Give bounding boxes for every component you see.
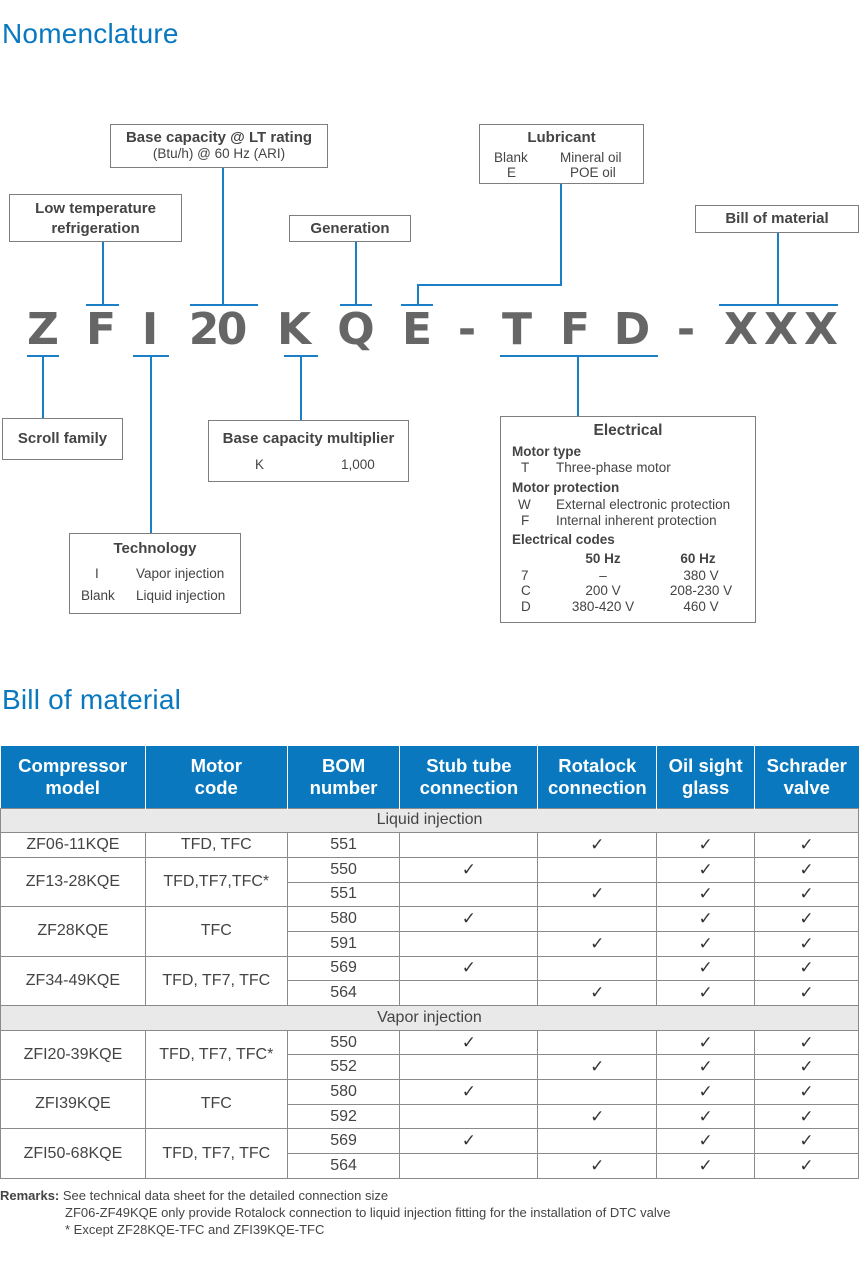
motor-cell: TFC <box>145 1080 287 1129</box>
section-row-vapor <box>1 1006 859 1031</box>
oil-check: ✓ <box>657 907 755 932</box>
bom-cell: 550 <box>287 1030 400 1055</box>
table-row <box>1 857 859 882</box>
electrical-title: Electrical <box>593 422 663 439</box>
code-letter: Z <box>27 304 59 355</box>
bom-cell: 552 <box>287 1055 400 1080</box>
rotalock-cell <box>538 907 657 932</box>
rotalock-check: ✓ <box>538 931 657 956</box>
generation-box <box>289 215 411 242</box>
elec-code-3: D <box>521 599 531 614</box>
schrader-check: ✓ <box>755 1080 859 1105</box>
header-text: Schrader <box>766 754 847 776</box>
code-letter: - <box>457 304 477 355</box>
model-cell: ZF06-11KQE <box>1 833 146 858</box>
generation-title: Generation <box>310 220 390 237</box>
col-50hz: 50 Hz <box>585 551 621 566</box>
lubricant-code-1: Blank <box>494 150 528 165</box>
bill-of-material-box <box>695 205 859 233</box>
stub-check: ✓ <box>400 1129 538 1154</box>
schrader-check: ✓ <box>755 1154 859 1179</box>
code-letter: D <box>613 304 651 355</box>
oil-check: ✓ <box>657 857 755 882</box>
motor-protection-code-1: W <box>518 497 531 512</box>
model-cell: ZF13-28KQE <box>1 857 146 906</box>
stub-check: ✓ <box>400 857 538 882</box>
schrader-check: ✓ <box>755 956 859 981</box>
oil-check: ✓ <box>657 931 755 956</box>
bom-cell: 551 <box>287 882 400 907</box>
elec-code-2: C <box>521 583 531 598</box>
motor-type-desc: Three-phase motor <box>556 460 671 475</box>
table-row <box>1 1129 859 1154</box>
bom-table <box>0 746 859 1179</box>
technology-code-1: I <box>95 566 99 581</box>
table-row <box>1 833 859 858</box>
technology-code-2: Blank <box>81 588 115 603</box>
rotalock-check: ✓ <box>538 1154 657 1179</box>
elec-60-3: 460 V <box>683 599 719 614</box>
multiplier-value: 1,000 <box>341 457 375 472</box>
bom-cell: 569 <box>287 956 400 981</box>
header-text: Oil sight <box>668 754 743 776</box>
remarks-line-2: ZF06-ZF49KQE only provide Rotalock connection to liquid injection fitting for the installation of DTC valve <box>65 1205 671 1220</box>
rotalock-check: ✓ <box>538 1104 657 1129</box>
connector-electrical <box>577 355 579 416</box>
connector-generation <box>355 242 357 305</box>
low-temp-title-1: Low temperature <box>35 200 156 217</box>
schrader-check: ✓ <box>755 931 859 956</box>
connector-lubricant-v1 <box>560 184 562 285</box>
table-row <box>1 1030 859 1055</box>
remarks-line-1 <box>0 1187 671 1204</box>
lubricant-box <box>479 124 644 184</box>
stub-cell <box>400 931 538 956</box>
code-letter: I <box>141 304 159 355</box>
technology-box <box>69 533 241 614</box>
rotalock-check: ✓ <box>538 833 657 858</box>
scroll-family-box <box>2 418 123 460</box>
technology-desc-2: Liquid injection <box>136 588 226 603</box>
motor-cell: TFD, TF7, TFC <box>145 1129 287 1178</box>
model-cell: ZFI50-68KQE <box>1 1129 146 1178</box>
header-schrader <box>755 746 859 808</box>
header-stub-tube <box>400 746 538 808</box>
motor-cell: TFD, TFC <box>145 833 287 858</box>
header-text: Stub tube <box>426 754 512 776</box>
oil-check: ✓ <box>657 956 755 981</box>
oil-check: ✓ <box>657 882 755 907</box>
model-cell: ZFI39KQE <box>1 1080 146 1129</box>
elec-code-1: 7 <box>521 568 529 583</box>
lubricant-title: Lubricant <box>527 129 596 146</box>
code-letter: X <box>724 304 758 355</box>
bom-cell: 551 <box>287 833 400 858</box>
stub-check: ✓ <box>400 956 538 981</box>
elec-50-3: 380-420 V <box>571 599 635 614</box>
connector-base-capacity <box>222 168 224 305</box>
header-text: valve <box>783 776 830 798</box>
model-cell: ZFI20-39KQE <box>1 1030 146 1079</box>
connector-multiplier <box>300 355 302 420</box>
motor-cell: TFD,TF7,TFC* <box>145 857 287 906</box>
bill-of-material-heading: Bill of material <box>2 684 182 715</box>
bom-cell: 580 <box>287 1080 400 1105</box>
header-text: connection <box>419 776 519 798</box>
table-row <box>1 907 859 932</box>
header-text: number <box>309 776 378 798</box>
motor-protection-label: Motor protection <box>512 480 620 495</box>
oil-check: ✓ <box>657 1030 755 1055</box>
table-row <box>1 956 859 981</box>
rotalock-cell <box>538 1080 657 1105</box>
electrical-codes-label: Electrical codes <box>512 532 615 547</box>
stub-check: ✓ <box>400 1030 538 1055</box>
rotalock-cell <box>538 1129 657 1154</box>
header-text: connection <box>547 776 647 798</box>
code-letter: X <box>804 304 838 355</box>
code-letter: F <box>559 304 591 355</box>
header-text: BOM <box>321 754 366 776</box>
code-letter: K <box>276 304 312 355</box>
header-text: Motor <box>190 754 242 776</box>
motor-protection-code-2: F <box>521 513 530 528</box>
stub-cell <box>400 1154 538 1179</box>
underline-TFD <box>500 355 658 357</box>
multiplier-code: K <box>255 457 265 472</box>
nomenclature-heading: Nomenclature <box>2 18 179 49</box>
schrader-check: ✓ <box>755 1055 859 1080</box>
oil-check: ✓ <box>657 1104 755 1129</box>
schrader-check: ✓ <box>755 981 859 1006</box>
technology-title: Technology <box>113 540 197 557</box>
section-label: Liquid injection <box>1 808 859 833</box>
rotalock-cell <box>538 956 657 981</box>
connector-technology <box>150 355 152 533</box>
scroll-family-title: Scroll family <box>17 430 108 447</box>
header-text: model <box>45 776 100 798</box>
oil-check: ✓ <box>657 1154 755 1179</box>
motor-cell: TFD, TF7, TFC* <box>145 1030 287 1079</box>
stub-cell <box>400 1055 538 1080</box>
code-letter: 0 <box>216 304 248 355</box>
electrical-box <box>500 416 756 623</box>
remarks-text-1: See technical data sheet for the detailed connection size <box>62 1188 389 1203</box>
header-rotalock <box>538 746 657 808</box>
lubricant-code-2: E <box>507 165 517 180</box>
technology-desc-1: Vapor injection <box>136 566 225 581</box>
low-temp-box <box>9 194 182 242</box>
oil-check: ✓ <box>657 1129 755 1154</box>
elec-50-2: 200 V <box>585 583 621 598</box>
col-60hz: 60 Hz <box>680 551 716 566</box>
header-text: glass <box>681 776 730 798</box>
code-letter: E <box>401 304 433 355</box>
base-capacity-title: Base capacity @ LT rating <box>125 129 313 146</box>
lubricant-desc-1: Mineral oil <box>560 150 622 165</box>
remarks-line-3: * Except ZF28KQE-TFC and ZFI39KQE-TFC <box>65 1222 325 1237</box>
header-text: code <box>194 776 238 798</box>
elec-60-1: 380 V <box>683 568 719 583</box>
stub-cell <box>400 833 538 858</box>
schrader-check: ✓ <box>755 833 859 858</box>
oil-check: ✓ <box>657 833 755 858</box>
motor-protection-desc-1: External electronic protection <box>556 497 731 512</box>
schrader-check: ✓ <box>755 1129 859 1154</box>
stub-cell <box>400 1104 538 1129</box>
motor-type-code: T <box>521 460 530 475</box>
schrader-check: ✓ <box>755 857 859 882</box>
elec-50-1: – <box>599 568 607 583</box>
schrader-check: ✓ <box>755 882 859 907</box>
connector-low-temp <box>102 242 104 305</box>
bom-cell: 580 <box>287 907 400 932</box>
multiplier-title: Base capacity multiplier <box>222 430 395 447</box>
base-capacity-sub: (Btu/h) @ 60 Hz (ARI) <box>152 146 286 161</box>
bill-of-material-title: Bill of material <box>725 210 829 227</box>
motor-protection-desc-2: Internal inherent protection <box>556 513 717 528</box>
multiplier-box <box>208 420 409 482</box>
schrader-check: ✓ <box>755 1104 859 1129</box>
motor-type-label: Motor type <box>512 444 581 459</box>
bom-cell: 591 <box>287 931 400 956</box>
lubricant-desc-2: POE oil <box>570 165 616 180</box>
stub-cell <box>400 981 538 1006</box>
table-header-row <box>1 746 859 808</box>
oil-check: ✓ <box>657 1080 755 1105</box>
code-letter: - <box>676 304 696 355</box>
bom-cell: 564 <box>287 981 400 1006</box>
header-motor-code <box>145 746 287 808</box>
remarks <box>0 1187 671 1238</box>
connector-scroll-family <box>42 355 44 418</box>
header-oil-sight <box>657 746 755 808</box>
stub-cell <box>400 882 538 907</box>
schrader-check: ✓ <box>755 1030 859 1055</box>
remarks-label: Remarks: <box>0 1188 60 1203</box>
rotalock-check: ✓ <box>538 981 657 1006</box>
stub-check: ✓ <box>400 907 538 932</box>
elec-60-2: 208-230 V <box>669 583 733 598</box>
code-letter: Q <box>337 304 375 355</box>
model-cell: ZF34-49KQE <box>1 956 146 1005</box>
code-letter: 2 <box>188 304 220 355</box>
rotalock-cell <box>538 857 657 882</box>
connector-lubricant-h <box>417 284 562 286</box>
bom-cell: 569 <box>287 1129 400 1154</box>
table-row <box>1 1080 859 1105</box>
code-letter: F <box>85 304 117 355</box>
rotalock-check: ✓ <box>538 1055 657 1080</box>
low-temp-title-2: refrigeration <box>51 220 140 237</box>
schrader-check: ✓ <box>755 907 859 932</box>
connector-lubricant-v2 <box>417 284 419 305</box>
code-letter: X <box>764 304 798 355</box>
header-bom-number <box>287 746 400 808</box>
oil-check: ✓ <box>657 1055 755 1080</box>
base-capacity-box <box>110 124 328 168</box>
bom-cell: 564 <box>287 1154 400 1179</box>
bom-cell: 550 <box>287 857 400 882</box>
code-letter: T <box>501 304 532 355</box>
connector-bom <box>777 233 779 305</box>
header-text: Compressor <box>18 754 128 776</box>
header-compressor-model <box>1 746 146 808</box>
stub-check: ✓ <box>400 1080 538 1105</box>
rotalock-cell <box>538 1030 657 1055</box>
rotalock-check: ✓ <box>538 882 657 907</box>
section-row-liquid <box>1 808 859 833</box>
oil-check: ✓ <box>657 981 755 1006</box>
model-cell: ZF28KQE <box>1 907 146 956</box>
section-label: Vapor injection <box>1 1006 859 1031</box>
bom-cell: 592 <box>287 1104 400 1129</box>
motor-cell: TFD, TF7, TFC <box>145 956 287 1005</box>
motor-cell: TFC <box>145 907 287 956</box>
header-text: Rotalock <box>558 754 637 776</box>
